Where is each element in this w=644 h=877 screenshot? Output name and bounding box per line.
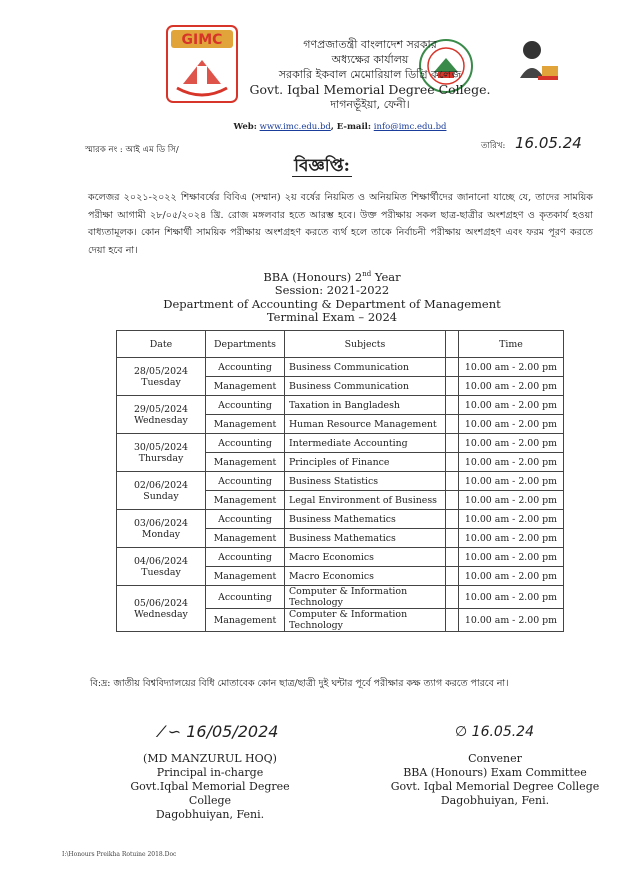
department-cell: Accounting	[206, 548, 285, 567]
exam-day: Tuesday	[141, 376, 181, 388]
term-line: Terminal Exam – 2024	[266, 310, 398, 325]
date-cell	[117, 472, 206, 510]
time-cell: 10.00 am - 2.00 pm	[459, 510, 564, 529]
table-row	[117, 472, 564, 491]
department-cell: Accounting	[206, 434, 285, 453]
department-cell: Accounting	[206, 358, 285, 377]
exam-heading	[120, 268, 544, 325]
time-cell: 10.00 am - 2.00 pm	[459, 548, 564, 567]
header-college-bn: সরকারি ইকবাল মেমোরিয়াল ডিগ্রি কলেজ	[278, 68, 462, 81]
exam-date: 29/05/2024	[133, 403, 189, 415]
time-cell: 10.00 am - 2.00 pm	[459, 491, 564, 510]
department-cell: Management	[206, 567, 285, 586]
exam-date: 04/06/2024	[133, 555, 189, 567]
convener-place: Dagobhuiyan, Feni.	[440, 794, 550, 807]
time-cell: 10.00 am - 2.00 pm	[459, 358, 564, 377]
header-departments: Departments	[206, 331, 285, 358]
signature-left-handwriting: ⁄ ∽ 16/05/2024	[160, 722, 279, 741]
subject-cell: Business Mathematics	[285, 510, 446, 529]
subject-cell: Legal Environment of Business	[285, 491, 446, 510]
time-cell: 10.00 am - 2.00 pm	[459, 434, 564, 453]
date-cell	[117, 548, 206, 586]
time-cell: 10.00 am - 2.00 pm	[459, 472, 564, 491]
date-cell	[117, 434, 206, 472]
header-place: দাগনভূঁইয়া, ফেনী।	[330, 98, 410, 111]
department-cell: Management	[206, 415, 285, 434]
department-cell: Accounting	[206, 396, 285, 415]
committee-name: BBA (Honours) Exam Committee	[403, 766, 587, 779]
subject-cell: Computer & Information Technology	[285, 609, 446, 632]
subject-cell: Taxation in Bangladesh	[285, 396, 446, 415]
table-row	[117, 396, 564, 415]
time-cell: 10.00 am - 2.00 pm	[459, 586, 564, 609]
department-cell: Management	[206, 491, 285, 510]
notice-body: কলেজর ২০২১-২০২২ শিক্ষাবর্ষের বিবিএ (সম্মান) ২য় বর্ষের নিয়মিত ও অনিয়মিত শিক্ষার্থীদের জানানো যাচ্ছে যে, তাদের সাময়িক পরীক্ষা আগামী ২৮/০৫/২০২৪ খ্রি. রোজ মঙ্গলবার হতে আরম্ভ হবে। উক্ত পরীক্ষায় সকল ছাত্র-ছাত্রীর অংশগ্রহণ ও কৃতকার্য হওয়া বাধ্যতামূলক। কোন শিক্ষার্থী সাময়িক পরীক্ষায় অংশগ্রহণ করতে ব্যর্থ হলে তাকে নির্বাচনী পরীক্ষায় অংশগ্রহণ এবং ফরম পূরণ করতে দেয়া হবে না।	[88, 192, 593, 256]
signatory-place: Dagobhuiyan, Feni.	[155, 808, 265, 821]
table-row	[117, 434, 564, 453]
department-line: Department of Accounting & Department of Management	[163, 296, 501, 311]
exam-day: Monday	[141, 528, 181, 540]
department-cell: Management	[206, 529, 285, 548]
table-row	[117, 586, 564, 609]
department-cell: Accounting	[206, 472, 285, 491]
subject-cell: Business Communication	[285, 377, 446, 396]
date-cell	[117, 586, 206, 632]
email-link[interactable]: info@imc.edu.bd	[373, 122, 447, 132]
signature-right	[390, 752, 600, 808]
exam-day: Thursday	[138, 452, 184, 464]
time-cell: 10.00 am - 2.00 pm	[459, 609, 564, 632]
subject-cell: Macro Economics	[285, 548, 446, 567]
exam-date: 03/06/2024	[133, 517, 189, 529]
web-link[interactable]: www.imc.edu.bd	[259, 122, 331, 132]
signatory-title: Principal in-charge	[156, 766, 264, 779]
convener-college: Govt. Iqbal Memorial Degree College	[390, 780, 600, 793]
table-row	[117, 548, 564, 567]
subject-cell: Intermediate Accounting	[285, 434, 446, 453]
department-cell: Management	[206, 377, 285, 396]
exam-date: 05/06/2024	[133, 597, 189, 609]
time-cell: 10.00 am - 2.00 pm	[459, 415, 564, 434]
subject-cell: Business Mathematics	[285, 529, 446, 548]
date-cell	[117, 358, 206, 396]
time-cell: 10.00 am - 2.00 pm	[459, 567, 564, 586]
table-row	[117, 358, 564, 377]
exam-day: Wednesday	[134, 414, 188, 426]
signature-left	[120, 752, 300, 822]
contact-line	[120, 122, 560, 132]
department-cell: Management	[206, 609, 285, 632]
department-cell: Accounting	[206, 510, 285, 529]
memo-number: স্মারক নং : আই এম ডি সি/	[85, 145, 179, 155]
subject-cell: Principles of Finance	[285, 453, 446, 472]
program-line: BBA (Honours) 2nd Year	[263, 269, 401, 284]
header-block	[200, 37, 540, 112]
time-cell: 10.00 am - 2.00 pm	[459, 396, 564, 415]
web-label: Web:	[233, 122, 257, 132]
table-header-row	[117, 331, 564, 358]
header-subjects: Subjects	[285, 331, 446, 358]
subject-cell: Computer & Information Technology	[285, 586, 446, 609]
signature-right-handwriting: ∅ 16.05.24	[455, 724, 534, 740]
time-cell: 10.00 am - 2.00 pm	[459, 529, 564, 548]
table-row	[117, 510, 564, 529]
header-time: Time	[459, 331, 564, 358]
exam-date: 02/06/2024	[133, 479, 189, 491]
time-cell: 10.00 am - 2.00 pm	[459, 453, 564, 472]
header-date: Date	[117, 331, 206, 358]
session-line: Session: 2021-2022	[274, 283, 390, 298]
department-cell: Accounting	[206, 586, 285, 609]
signatory-name: (MD MANZURUL HOQ)	[143, 752, 277, 765]
exam-date: 30/05/2024	[133, 441, 189, 453]
subject-cell: Macro Economics	[285, 567, 446, 586]
logo-text: GIMC	[181, 32, 223, 48]
date-cell	[117, 510, 206, 548]
signatory-college: Govt.Iqbal Memorial Degree College	[130, 780, 290, 807]
footer-path: I:\Honours Preikha Rotuine 2018.Doc	[62, 851, 177, 858]
exam-day: Tuesday	[141, 566, 181, 578]
exam-day: Wednesday	[134, 608, 188, 620]
subject-cell: Human Resource Management	[285, 415, 446, 434]
notice-title: বিজ্ঞপ্তি:	[294, 156, 350, 176]
header-gov-line: গণপ্রজাতন্ত্রী বাংলাদেশ সরকার	[303, 38, 437, 51]
date-cell	[117, 396, 206, 434]
email-label: , E-mail:	[330, 122, 372, 132]
convener-title: Convener	[468, 752, 522, 765]
date-label: তারিখ:	[481, 141, 506, 151]
subject-cell: Business Statistics	[285, 472, 446, 491]
header-college-en: Govt. Iqbal Memorial Degree College.	[249, 82, 491, 97]
exam-day: Sunday	[143, 490, 179, 502]
exam-routine-table	[116, 330, 564, 632]
header-office-line: অধ্যক্ষের কার্যালয়	[331, 53, 409, 66]
exam-date: 28/05/2024	[133, 365, 189, 377]
time-cell: 10.00 am - 2.00 pm	[459, 377, 564, 396]
note-text: বি:দ্র: জাতীয় বিশ্ববিদ্যালয়ের বিধি মোতাবেক কোন ছাত্র/ছাত্রী দুই ঘন্টার পূর্বে পরীক্ষার কক্ষ ত্যাগ করতে পারবে না।	[90, 678, 509, 689]
subject-cell: Business Communication	[285, 358, 446, 377]
department-cell: Management	[206, 453, 285, 472]
date-handwritten: 16.05.24	[515, 134, 582, 152]
